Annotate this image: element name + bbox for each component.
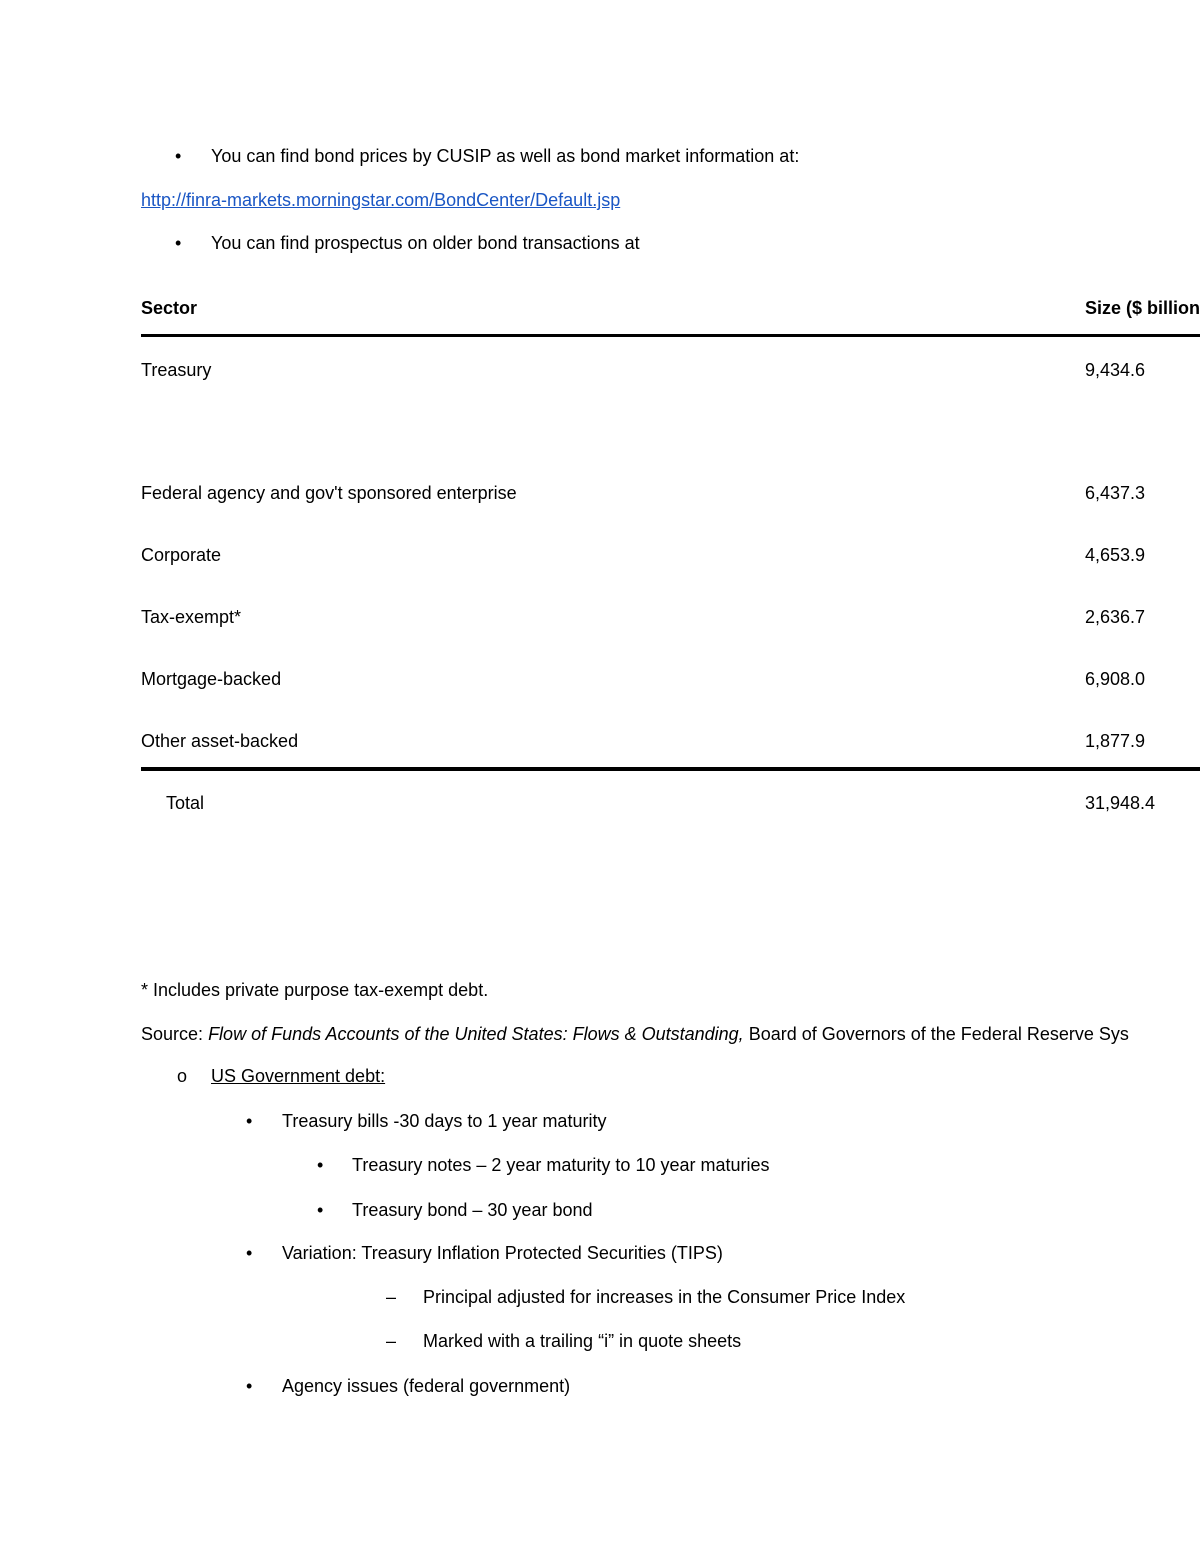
header-sector: Sector [141,298,198,318]
intro-bullet-2: You can find prospectus on older bond transactions at [211,233,640,253]
bullet-marker: • [317,1155,324,1175]
bullet-marker: • [246,1376,253,1396]
outline-item: Treasury notes – 2 year maturity to 10 year maturies [352,1155,770,1175]
bullet-marker: • [175,233,182,253]
outline-item: Variation: Treasury Inflation Protected Securities (TIPS) [282,1243,723,1263]
outline-item: Treasury bond – 30 year bond [352,1200,593,1220]
table-row-sector: Other asset-backed [141,731,299,751]
table-row-size: 2,636.7 [1085,607,1146,627]
bullet-marker: • [175,146,182,166]
table-total-rule [141,767,1200,771]
bullet-marker: • [246,1243,253,1263]
bond-center-link[interactable]: http://finra-markets.morningstar.com/BondCenter/Default.jsp [141,190,621,210]
header-size: Size ($ billion [1085,298,1200,318]
table-row-size: 4,653.9 [1085,545,1146,565]
outline-item: Marked with a trailing “i” in quote sheets [423,1331,742,1351]
outline-item: Treasury bills -30 days to 1 year maturity [282,1111,607,1131]
table-row-size: 6,908.0 [1085,669,1146,689]
intro-bullet-1: You can find bond prices by CUSIP as well as bond market information at: [211,146,800,166]
table-header-rule [141,334,1200,337]
dash-marker: – [386,1287,397,1307]
source-label: Source: [141,1024,204,1044]
bullet-marker: • [317,1200,324,1220]
circle-marker: o [177,1066,188,1086]
table-footnote: * Includes private purpose tax-exempt debt. [141,980,489,1000]
table-row-size: 1,877.9 [1085,731,1146,751]
outline-item: Agency issues (federal government) [282,1376,571,1396]
table-total-size: 31,948.4 [1085,793,1156,813]
dash-marker: – [386,1331,397,1351]
bullet-marker: • [246,1111,253,1131]
table-row-sector: Treasury [141,360,212,380]
table-total-label: Total [166,793,205,813]
table-row-sector: Tax-exempt* [141,607,242,627]
outline-item: Principal adjusted for increases in the Consumer Price Index [423,1287,906,1307]
table-row-size: 6,437.3 [1085,483,1146,503]
source-title: Flow of Funds Accounts of the United States: Flows & Outstanding, [208,1024,744,1044]
source-publisher: Board of Governors of the Federal Reserve Sys [748,1024,1129,1044]
source-note [141,1023,1129,1045]
table-row-sector: Mortgage-backed [141,669,282,689]
table-row-sector: Corporate [141,545,222,565]
table-row-sector: Federal agency and gov't sponsored enterprise [141,483,517,503]
outline-heading: US Government debt: [211,1066,386,1086]
table-row-size: 9,434.6 [1085,360,1146,380]
